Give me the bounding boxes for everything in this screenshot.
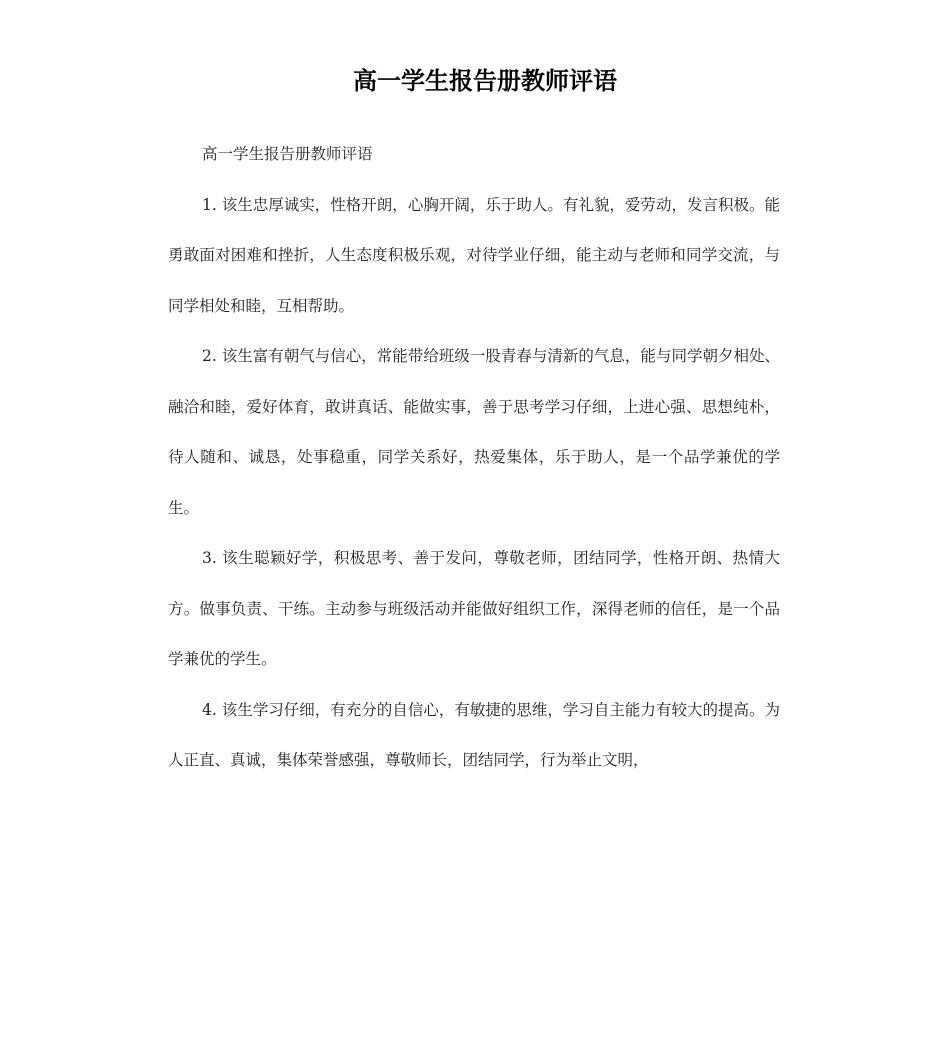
document-body (168, 129, 780, 786)
comment-paragraph-1: 1. 该生忠厚诚实，性格开朗，心胸开阔，乐于助人。有礼貌，爱劳动，发言积极。能勇敢面对困难和挫折，人生态度积极乐观，对待学业仔细，能主动与老师和同学交流，与同学相处和睦，互相帮助。 (168, 195, 780, 315)
comment-paragraph-2: 2. 该生富有朝气与信心，常能带给班级一股青春与清新的气息，能与同学朝夕相处、融洽和睦，爱好体育，敢讲真话、能做实事，善于思考学习仔细，上进心强、思想纯朴，待人随和、诚恳，处事稳重，同学关系好，热爱集体，乐于助人，是一个品学兼优的学生。 (168, 347, 780, 517)
document-subtitle: 高一学生报告册教师评语 (202, 145, 373, 163)
document-title: 高一学生报告册教师评语 (353, 67, 617, 95)
comment-paragraph-4: 4. 该生学习仔细，有充分的自信心，有敏捷的思维，学习自主能力有较大的提高。为人正直、真诚，集体荣誉感强，尊敬师长，团结同学，行为举止文明， (168, 700, 780, 769)
comment-paragraph-3: 3. 该生聪颖好学，积极思考、善于发问，尊敬老师，团结同学，性格开朗、热情大方。做事负责、干练。主动参与班级活动并能做好组织工作，深得老师的信任，是一个品学兼优的学生。 (168, 549, 780, 668)
